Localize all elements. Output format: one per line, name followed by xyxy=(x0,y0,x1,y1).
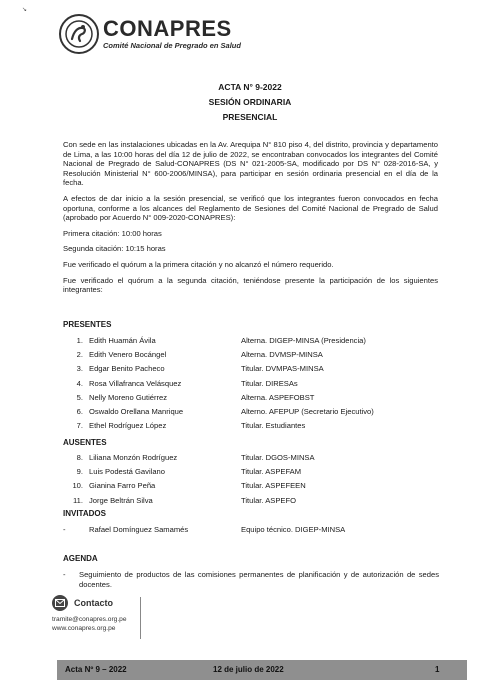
paragraph-intro: Con sede en las instalaciones ubicadas en la Av. Arequipa N° 810 piso 4, del distrito, provincia y departamento de Lima, a las 10:00 horas del día 12 de julio de 2022, se encontraban convocados los integrantes del Comité Nacional de Pregrado de Salud-CONAPRES (DS N° 021-2005-SA, modificado por DS N° 028-2016-SA, y Resolución Ministerial N° 600-2006/MINSA), para participar en sesión ordinaria presencial en el día de la fecha. xyxy=(63,140,438,188)
ausente-row-number: 9. xyxy=(76,467,83,477)
session-type: SESIÓN ORDINARIA xyxy=(208,97,292,107)
presente-row-name: Rosa Villafranca Velásquez xyxy=(89,378,182,388)
document-body xyxy=(63,140,438,301)
session-mode: PRESENCIAL xyxy=(222,112,278,122)
paragraph-second-call: Segunda citación: 10:15 horas xyxy=(63,244,166,254)
ausente-row-number: 10. xyxy=(72,481,83,491)
footer-bar xyxy=(57,660,467,680)
presente-row-number: 7. xyxy=(76,421,83,431)
presente-row xyxy=(63,407,443,419)
ausente-row-name: Liliana Monzón Rodríguez xyxy=(89,453,178,462)
paragraph-first-call: Primera citación: 10:00 horas xyxy=(63,228,162,238)
presente-row-name: Edgar Benito Pacheco xyxy=(89,364,165,374)
presente-row-role: Titular. DIRESAs xyxy=(241,378,298,388)
footer-page-number: 1 xyxy=(435,665,440,674)
agenda-item-dash: - xyxy=(63,570,66,579)
presentes-title: PRESENTES xyxy=(63,320,112,329)
presente-row-number: 5. xyxy=(76,392,83,402)
presente-row-name: Ethel Rodríguez López xyxy=(89,421,167,431)
agenda-title: AGENDA xyxy=(63,554,98,563)
ausentes-title: AUSENTES xyxy=(63,438,107,447)
footer-acta: Acta Nº 9 – 2022 xyxy=(65,665,127,674)
presente-row xyxy=(63,421,443,433)
logo-emblem-icon xyxy=(59,14,99,54)
contact-website[interactable]: www.conapres.org.pe xyxy=(52,624,116,632)
presente-row-number: 1. xyxy=(76,336,83,345)
paragraph-quorum-second: Fue verificado el quórum a la segunda citación, teniéndose presente la participación de los siguientes integrantes: xyxy=(63,275,438,295)
contact-block xyxy=(52,595,127,633)
ausente-row xyxy=(63,496,443,508)
ausente-row-role: Titular. DGOS-MINSA xyxy=(241,453,315,462)
logo-subtitle: Comité Nacional de Pregrado en Salud xyxy=(103,41,241,51)
presente-row xyxy=(63,364,443,376)
presente-row-role: Titular. DVMPAS-MINSA xyxy=(241,364,324,374)
ausente-row-number: 11. xyxy=(73,495,83,505)
presente-row-role: Alterna. DIGEP-MINSA (Presidencia) xyxy=(241,336,366,345)
presente-row-name: Edith Huamán Ávila xyxy=(89,336,156,345)
invitado-row-name: Rafael Domínguez Samamés xyxy=(89,525,189,534)
presente-row-number: 2. xyxy=(76,350,83,360)
presente-row xyxy=(63,350,443,362)
presente-row xyxy=(63,393,443,405)
ausente-row-name: Gianina Farro Peña xyxy=(89,481,156,491)
document-titles xyxy=(0,80,500,125)
acta-number: ACTA N° 9-2022 xyxy=(218,82,282,92)
presente-row-role: Alterno. AFEPUP (Secretario Ejecutivo) xyxy=(241,407,374,416)
ausente-row-name: Luis Podestá Gavilano xyxy=(89,467,165,477)
ausente-row-role: Titular. ASPEFAM xyxy=(241,467,302,477)
presente-row-role: Titular. Estudiantes xyxy=(241,421,306,431)
presente-row-name: Oswaldo Orellana Manrique xyxy=(89,407,184,416)
presente-row xyxy=(63,379,443,391)
presente-row-name: Nelly Moreno Gutiérrez xyxy=(89,392,168,402)
mail-icon xyxy=(52,595,68,611)
presente-row-number: 6. xyxy=(76,407,83,416)
logo-name: CONAPRES xyxy=(103,16,232,42)
ausente-row-name: Jorge Beltrán Silva xyxy=(89,495,153,505)
contact-label: Contacto xyxy=(74,598,113,608)
footer-date: 12 de julio de 2022 xyxy=(213,665,284,674)
presente-row-number: 4. xyxy=(76,378,83,388)
paragraph-convocation: A efectos de dar inicio a la sesión presencial, se verificó que los integrantes fueron convocados en fecha oportuna, conforme a los alcances del Reglamento de Sesiones del Comité Nacional de Pregrado de Salud (aprobado por Acuerdo N° 009-2020-CONAPRES): xyxy=(63,193,438,223)
contact-email[interactable]: tramite@conapres.org.pe xyxy=(52,616,127,623)
presente-row-role: Alterna. ASPEFOBST xyxy=(241,392,315,402)
ausente-row xyxy=(63,453,443,465)
invitado-row xyxy=(63,525,443,537)
scan-mark: ↘ xyxy=(22,7,28,13)
invitados-title: INVITADOS xyxy=(63,509,106,518)
conapres-logo xyxy=(59,14,241,54)
presente-row-role: Alterna. DVMSP-MINSA xyxy=(241,350,323,360)
invitado-row-number: - xyxy=(63,525,66,534)
presente-row-number: 3. xyxy=(76,364,83,374)
paragraph-quorum-first: Fue verificado el quórum a la primera citación y no alcanzó el número requerido. xyxy=(63,259,334,269)
ausente-row-role: Titular. ASPEFEEN xyxy=(241,481,306,491)
ausente-row-role: Titular. ASPEFO xyxy=(241,495,297,505)
ausente-row xyxy=(63,467,443,479)
ausente-row xyxy=(63,481,443,493)
presente-row-name: Edith Venero Bocángel xyxy=(89,350,167,360)
invitado-row-role: Equipo técnico. DIGEP-MINSA xyxy=(241,525,346,534)
ausente-row-number: 8. xyxy=(76,453,83,462)
agenda-item-text: Seguimiento de productos de las comisiones permanentes de planificación y de autorización de sedes docentes. xyxy=(79,570,439,589)
contact-divider xyxy=(140,597,141,639)
presente-row xyxy=(63,336,443,348)
